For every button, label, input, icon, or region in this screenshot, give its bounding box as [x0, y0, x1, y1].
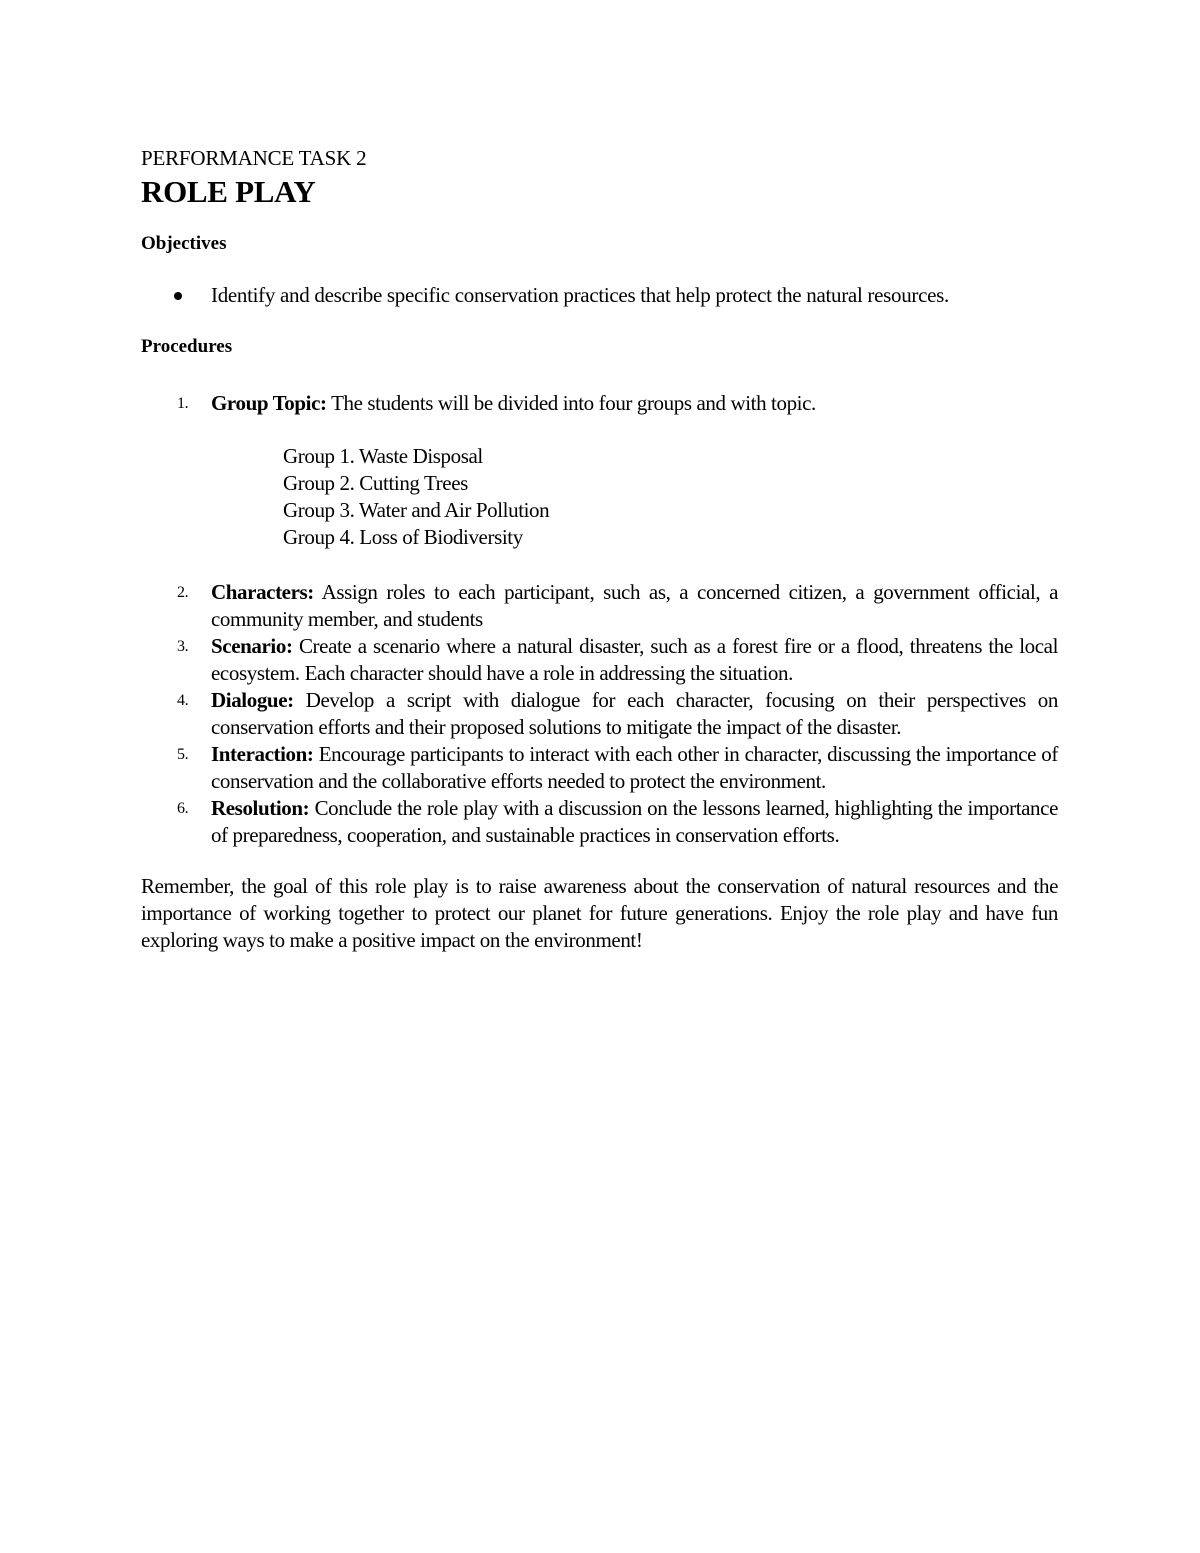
procedure-item-group-topic	[141, 390, 1058, 417]
procedure-label: Characters:	[211, 580, 314, 604]
procedure-item-resolution	[141, 795, 1058, 849]
group-topics-list	[141, 443, 1058, 551]
procedure-text: The students will be divided into four groups and with topic.	[326, 391, 816, 415]
procedure-number: 5.	[177, 746, 189, 763]
procedure-item-interaction	[141, 741, 1058, 795]
procedure-text: Conclude the role play with a discussion on the lessons learned, highlighting the importance of preparedness, cooperation, and sustainable practices in conservation efforts.	[211, 796, 1058, 847]
procedure-number: 6.	[177, 800, 189, 817]
procedure-text: Assign roles to each participant, such as, a concerned citizen, a government official, a community member, and students	[211, 580, 1058, 631]
procedure-label: Dialogue:	[211, 688, 294, 712]
procedure-item-scenario	[141, 633, 1058, 687]
procedure-number: 3.	[177, 638, 189, 655]
procedure-label: Interaction:	[211, 742, 314, 766]
procedure-text: Create a scenario where a natural disaster, such as a forest fire or a flood, threatens the local ecosystem. Each character should have a role in addressing the situation.	[211, 634, 1058, 685]
procedures-heading: Procedures	[141, 336, 233, 357]
procedure-item-dialogue	[141, 687, 1058, 741]
group-topic-item: Group 2. Cutting Trees	[283, 471, 468, 495]
objectives-heading: Objectives	[141, 233, 227, 254]
objective-item	[141, 281, 1058, 310]
bullet-icon	[174, 292, 182, 300]
procedure-label: Group Topic:	[211, 391, 327, 415]
document-title: ROLE PLAY	[141, 174, 316, 209]
group-topic-item: Group 1. Waste Disposal	[283, 444, 483, 468]
procedure-item-characters	[141, 579, 1058, 633]
procedure-label: Scenario:	[211, 634, 293, 658]
procedure-label: Resolution:	[211, 796, 310, 820]
document-subtitle: PERFORMANCE TASK 2	[141, 146, 367, 170]
group-topic-item: Group 3. Water and Air Pollution	[283, 498, 550, 522]
procedures-list	[141, 390, 1058, 417]
procedure-number: 1.	[177, 395, 189, 412]
objectives-list	[141, 281, 1058, 310]
procedure-text: Encourage participants to interact with each other in character, discussing the importance of conservation and the collaborative efforts needed to protect the environment.	[211, 742, 1058, 793]
closing-paragraph: Remember, the goal of this role play is to raise awareness about the conservation of natural resources and the importance of working together to protect our planet for future generations. Enjoy the role play and have fun exploring ways to make a positive impact on the environment!	[141, 874, 1058, 952]
document-page	[141, 140, 1058, 954]
objective-text: Identify and describe specific conservation practices that help protect the natural resources.	[211, 283, 949, 307]
procedures-list-continued	[141, 579, 1058, 849]
procedure-number: 2.	[177, 584, 189, 601]
procedure-number: 4.	[177, 692, 189, 709]
group-topic-item: Group 4. Loss of Biodiversity	[283, 525, 523, 549]
procedure-text: Develop a script with dialogue for each character, focusing on their perspectives on conservation efforts and their proposed solutions to mitigate the impact of the disaster.	[211, 688, 1058, 739]
